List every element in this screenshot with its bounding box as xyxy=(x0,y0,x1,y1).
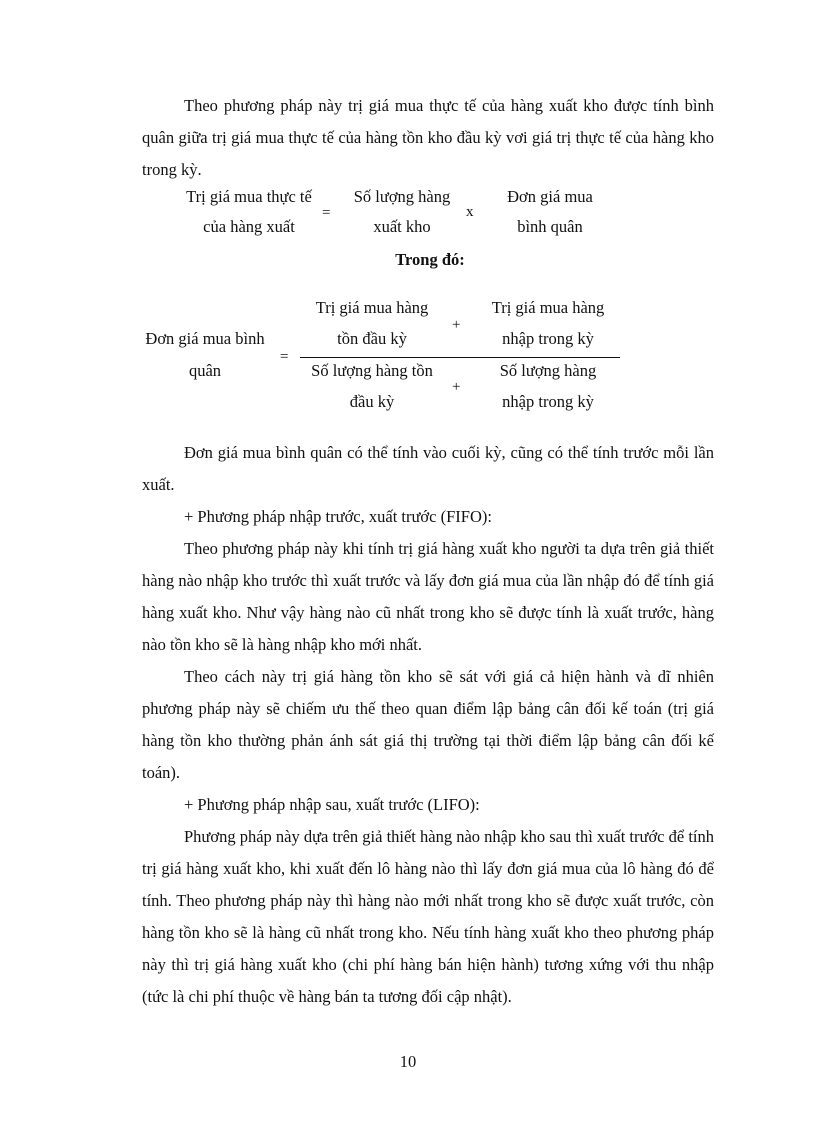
formula2-lhs-line1: Đơn giá mua bình xyxy=(145,329,265,348)
paragraph-average-timing: Đơn giá mua bình quân có thể tính vào cuối kỳ, cũng có thể tính trước mỗi lần xuất. xyxy=(142,443,714,494)
formula2-num2-line2: nhập trong kỳ xyxy=(502,329,594,348)
formula2-den2-line2: nhập trong kỳ xyxy=(502,392,594,411)
paragraph-lifo-description: Phương pháp này dựa trên giả thiết hàng nào nhập kho sau thì xuất trước để tính trị giá hàng xuất kho, khi xuất đến lô hàng nào thì lấy đơn giá mua của lô hàng đó để tính. Theo phương pháp này thì hàng nào mới nhất trong kho sẽ được xuất trước, còn hàng tồn kho sẽ là hàng cũ nhất trong kho. Nếu tính hàng xuất kho theo phương pháp này thì trị giá hàng xuất kho (chi phí hàng bán hiện hành) tương xứng với thu nhập (tức là chi phí thuộc về hàng bán ta tương đối cập nhật). xyxy=(142,827,714,1006)
formula2-equals: = xyxy=(280,349,289,365)
formula1-equals: = xyxy=(322,205,331,221)
where-label: Trong đó: xyxy=(395,250,465,269)
heading-lifo: + Phương pháp nhập sau, xuất trước (LIFO): xyxy=(184,795,480,814)
formula1-lhs-line1: Trị giá mua thực tế xyxy=(186,187,312,206)
formula2-num1-line1: Trị giá mua hàng xyxy=(315,298,429,317)
paragraph-fifo-description: Theo phương pháp này khi tính trị giá hàng xuất kho người ta dựa trên giả thiết hàng nào nhập kho trước thì xuất trước và lấy đơn giá mua của lần nhập đó để tính giá hàng xuất kho. Như vậy hàng nào cũ nhất trong kho sẽ được tính là xuất trước, hàng nào tồn kho sẽ là hàng nhập kho mới nhất. xyxy=(142,539,714,654)
formula2-num-plus: + xyxy=(452,317,461,333)
formula1-term1-line1: Số lượng hàng xyxy=(353,187,451,206)
formula2-den1-line2: đầu kỳ xyxy=(349,392,395,411)
formula2-lhs-line2: quân xyxy=(188,361,222,380)
body-text xyxy=(142,437,714,1013)
formula2-den1-line1: Số lượng hàng tồn xyxy=(311,361,433,380)
formula1-lhs-line2: của hàng xuất xyxy=(203,217,295,236)
page-number: 10 xyxy=(399,1052,417,1071)
formula2-den2-line1: Số lượng hàng xyxy=(499,361,597,380)
paragraph-fifo-effect: Theo cách này trị giá hàng tồn kho sẽ sát với giá cả hiện hành và dĩ nhiên phương pháp này sẽ chiếm ưu thế theo quan điểm lập bảng cân đối kế toán (trị giá hàng tồn kho thường phản ánh sát giá thị trường tại thời điểm lập bảng cân đối kế toán). xyxy=(142,667,714,782)
formula2-num2-line1: Trị giá mua hàng xyxy=(491,298,605,317)
formula1-term2-line2: bình quân xyxy=(517,217,583,236)
intro-block xyxy=(142,90,714,186)
paragraph-average-method: Theo phương pháp này trị giá mua thực tế của hàng xuất kho được tính bình quân giữa trị giá mua thực tế của hàng tồn kho đầu kỳ vơi giá trị thực tế của hàng kho trong kỳ. xyxy=(142,96,714,179)
formula1-term2-line1: Đơn giá mua xyxy=(507,187,593,206)
formula1-term1-line2: xuất kho xyxy=(373,217,431,236)
formula1-times: x xyxy=(466,204,474,220)
formula2-den-plus: + xyxy=(452,379,461,395)
heading-fifo: + Phương pháp nhập trước, xuất trước (FIFO): xyxy=(184,507,492,526)
formula2-num1-line2: tồn đầu kỳ xyxy=(337,329,407,348)
